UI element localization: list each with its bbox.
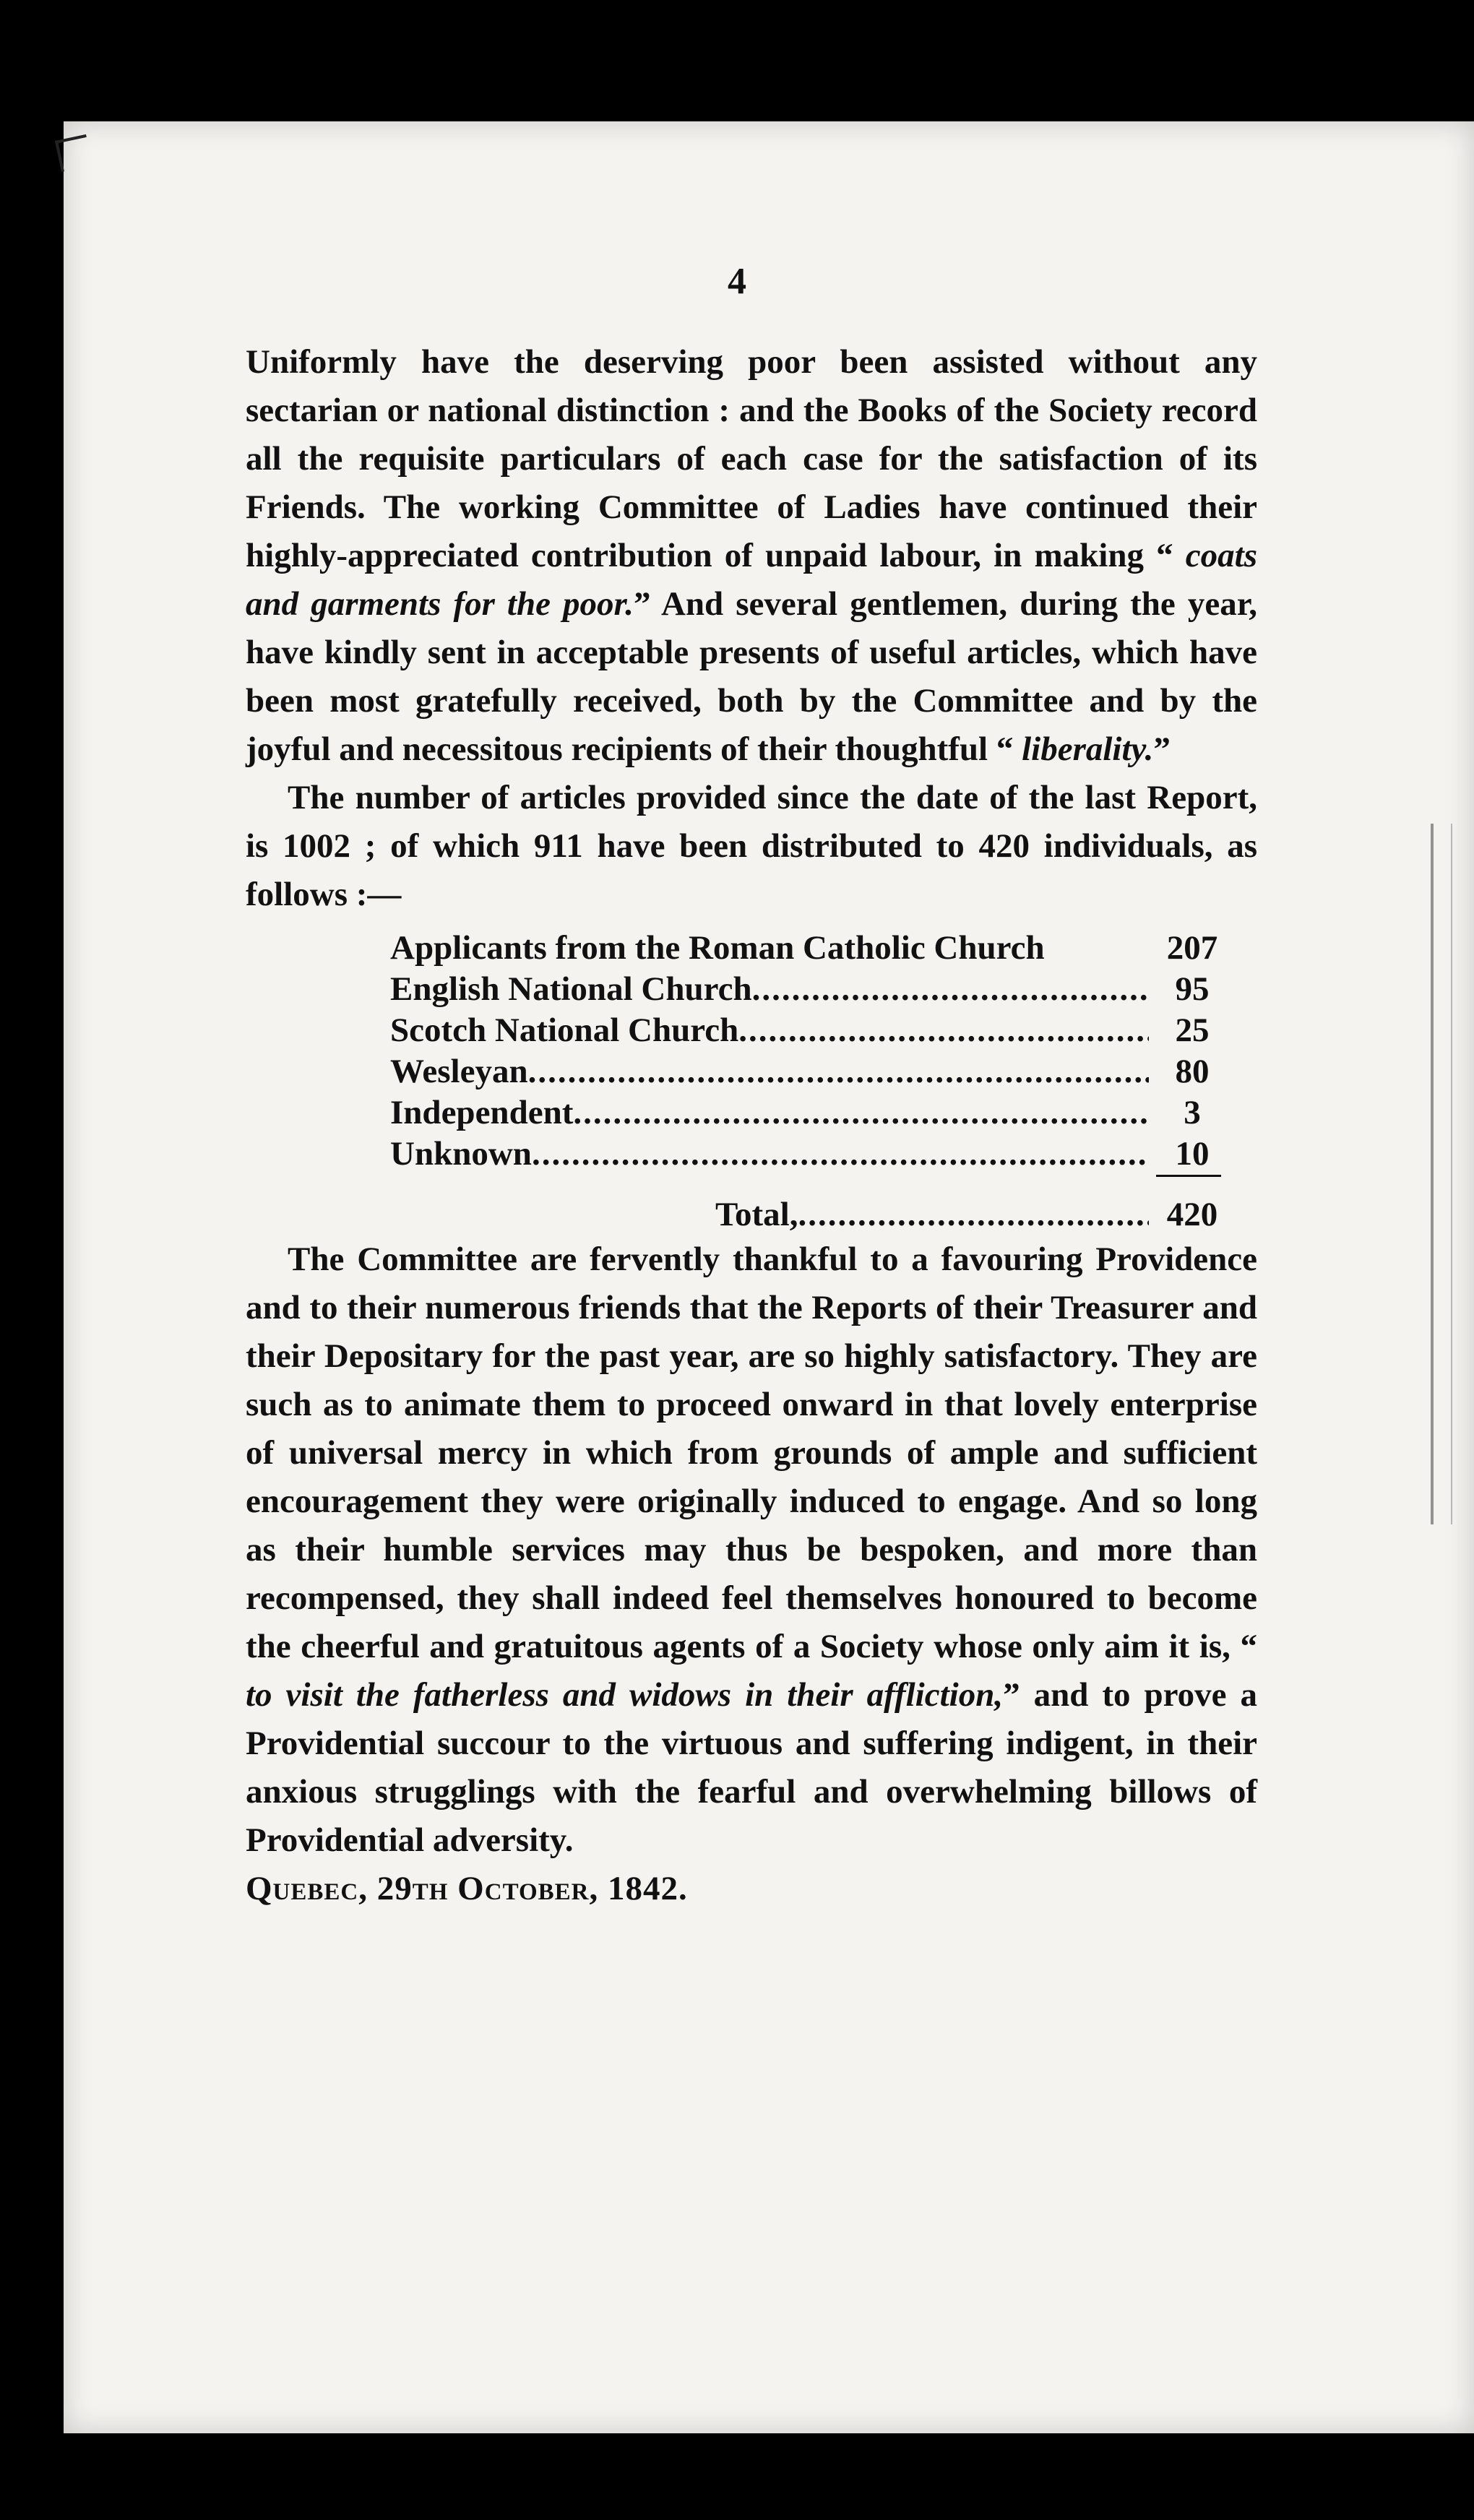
table-row bbox=[390, 928, 1236, 969]
paragraph-2: The number of articles provided since the date of the last Report, is 1002 ; of which 911 have been distributed to 420 individuals, as follows :— bbox=[246, 779, 1257, 913]
row-count: 80 bbox=[1175, 1053, 1210, 1090]
paragraph-1-text-b: ” And several gentlemen, during the year, have kindly sent in acceptable presents of useful articles, which have been most gratefully received, both by the Committee and by the joyful and necessitous recipients of their thoughtful “ bbox=[246, 585, 1257, 768]
leader-dots bbox=[738, 1010, 1149, 1051]
leader-dots bbox=[752, 969, 1149, 1010]
table-row bbox=[390, 1051, 1236, 1092]
leader-dots bbox=[532, 1134, 1149, 1175]
row-count: 3 bbox=[1184, 1094, 1201, 1131]
distribution-table bbox=[390, 928, 1236, 1235]
paragraph-1-quote-b: liberality. bbox=[1022, 730, 1154, 768]
page-corner-mark bbox=[55, 134, 92, 172]
row-count: 207 bbox=[1166, 929, 1218, 967]
leader-dots bbox=[798, 1194, 1150, 1235]
row-label: Wesleyan bbox=[390, 1053, 528, 1090]
table-row bbox=[390, 1010, 1236, 1051]
row-count: 95 bbox=[1175, 970, 1210, 1008]
paragraph-1-text-c: ” bbox=[1153, 730, 1171, 768]
leader-dots bbox=[573, 1092, 1149, 1134]
row-label: Applicants from the Roman Catholic Church bbox=[390, 929, 1045, 967]
paragraph-1-quote-a: coats and garments for the poor. bbox=[246, 537, 1257, 623]
row-label: Unknown bbox=[390, 1135, 532, 1173]
paragraph-1-text-a: Uniformly have the deserving poor been assisted without any sectarian or national distinction : and the Books of the Society record all the requisite particulars of each case for the satisfaction of its Friends. The working Committee of Ladies have continued their highly-appreciated contribution of unpaid labour, in making “ bbox=[246, 343, 1257, 574]
paragraph-3-quote: to visit the fatherless and widows in their affliction, bbox=[246, 1676, 1004, 1714]
total-label: Total, bbox=[715, 1196, 798, 1233]
page-number: 4 bbox=[728, 261, 746, 302]
paragraph-1 bbox=[246, 338, 1257, 774]
binding-shadow bbox=[1431, 824, 1452, 1524]
total-rule bbox=[1156, 1175, 1221, 1194]
total-row bbox=[715, 1194, 1236, 1235]
table-row bbox=[390, 1092, 1236, 1134]
dateline: Quebec, 29th October, 1842. bbox=[246, 1870, 688, 1907]
row-label: English National Church bbox=[390, 970, 752, 1008]
row-label: Independent bbox=[390, 1094, 574, 1131]
paragraph-3-text-b: ” and to prove a Providential succour to the virtuous and suffering indigent, in their anxious strugglings with the fearful and overwhelming billows of Providential adversity. bbox=[246, 1676, 1257, 1859]
paragraph-3 bbox=[246, 1235, 1257, 1865]
table-row bbox=[390, 969, 1236, 1010]
body-text bbox=[246, 338, 1257, 1913]
table-row bbox=[390, 1134, 1236, 1175]
paragraph-3-text-a: The Committee are fervently thankful to a favouring Providence and to their numerous friends that the Reports of their Treasurer and their Depositary for the past year, are so highly satisfactory. They are such as to animate them to proceed onward in that lovely enterprise of universal mercy in which from grounds of ample and sufficient encouragement they were originally induced to engage. And so long as their humble services may thus be bespoken, and more than recompensed, they shall indeed feel themselves honoured to become the cheerful and gratuitous agents of a Society whose only aim it is, “ bbox=[246, 1240, 1257, 1665]
row-label: Scotch National Church bbox=[390, 1011, 739, 1049]
total-count: 420 bbox=[1166, 1196, 1218, 1233]
leader-dots bbox=[528, 1051, 1149, 1092]
row-count: 10 bbox=[1175, 1135, 1210, 1173]
row-count: 25 bbox=[1175, 1011, 1210, 1049]
